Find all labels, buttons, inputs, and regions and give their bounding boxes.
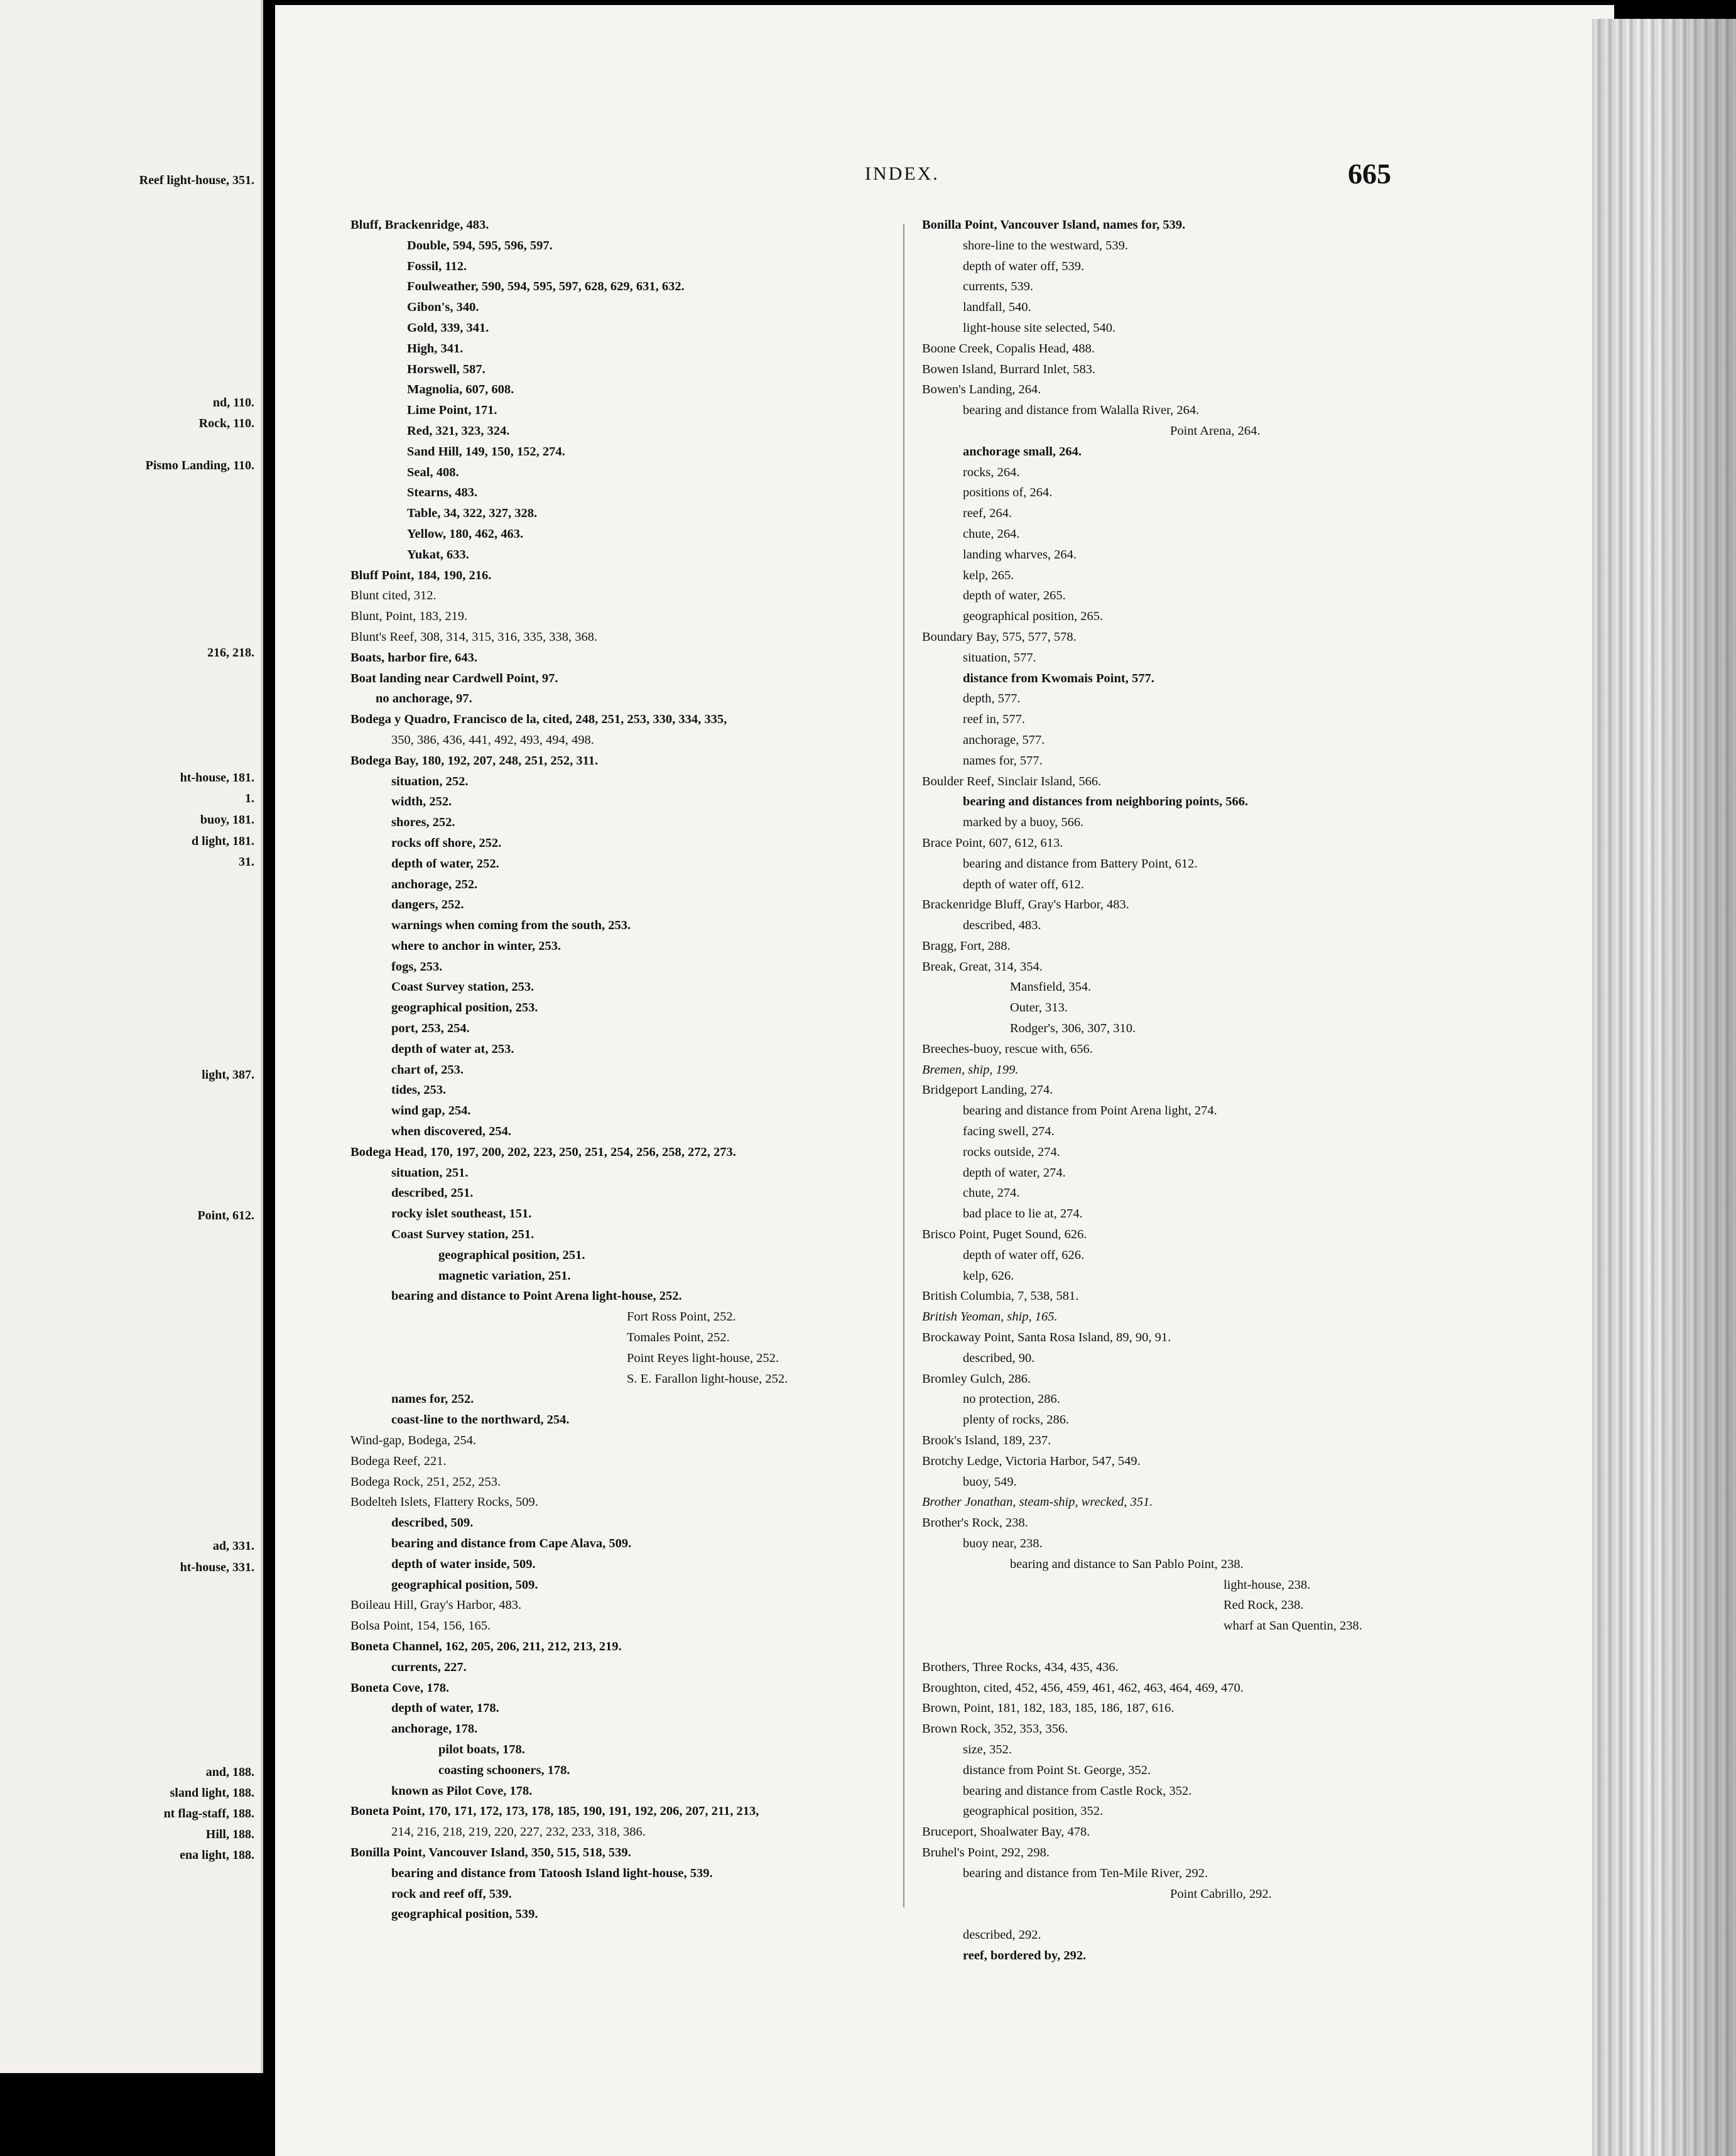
index-entry: rock and reef off, 539. bbox=[391, 1886, 512, 1901]
index-entry: chute, 274. bbox=[963, 1186, 1020, 1200]
index-entry: depth of water off, 612. bbox=[963, 877, 1085, 891]
index-entry: Bragg, Fort, 288. bbox=[922, 939, 1011, 953]
index-entry: coast-line to the northward, 254. bbox=[391, 1413, 570, 1427]
index-entry: Red, 321, 323, 324. bbox=[407, 423, 510, 438]
page-edges-shade bbox=[1592, 19, 1736, 2156]
index-entry: Bodega Reef, 221. bbox=[350, 1454, 447, 1468]
index-entry: Breeches-buoy, rescue with, 656. bbox=[922, 1042, 1093, 1056]
index-entry: Boat landing near Cardwell Point, 97. bbox=[350, 671, 558, 685]
index-entry: British Yeoman, ship, 165. bbox=[922, 1310, 1058, 1324]
index-entry: Boulder Reef, Sinclair Island, 566. bbox=[922, 774, 1102, 788]
index-entry: geographical position, 539. bbox=[391, 1907, 538, 1922]
index-entry: 350, 386, 436, 441, 492, 493, 494, 498. bbox=[391, 732, 594, 747]
index-entry: Point Arena, 264. bbox=[1170, 423, 1261, 438]
index-entry: Bodega y Quadro, Francisco de la, cited, 248, 251, 253, 330, 334, 335, bbox=[350, 712, 727, 727]
index-entry: depth of water, 178. bbox=[391, 1701, 499, 1716]
index-entry: situation, 251. bbox=[391, 1165, 469, 1180]
index-page bbox=[275, 5, 1614, 2156]
index-entry: Point Reyes light-house, 252. bbox=[627, 1351, 779, 1365]
index-entry: Boneta Cove, 178. bbox=[350, 1680, 450, 1695]
index-entry: buoy, 549. bbox=[963, 1474, 1017, 1489]
index-entry: depth of water, 274. bbox=[963, 1165, 1066, 1180]
index-entry: Brown Rock, 352, 353, 356. bbox=[922, 1722, 1068, 1736]
facing-page-text: d light, 181. bbox=[191, 834, 254, 848]
index-entry: Table, 34, 322, 327, 328. bbox=[407, 506, 538, 521]
index-entry: buoy near, 238. bbox=[963, 1537, 1043, 1550]
index-entry: Break, Great, 314, 354. bbox=[922, 959, 1043, 974]
index-entry: Boileau Hill, Gray's Harbor, 483. bbox=[350, 1598, 522, 1613]
index-column-right bbox=[922, 215, 1600, 1966]
index-entry: depth of water inside, 509. bbox=[391, 1557, 536, 1571]
index-entry: geographical position, 509. bbox=[391, 1577, 538, 1592]
index-entry: kelp, 265. bbox=[963, 568, 1014, 582]
index-entry: Bluff, Brackenridge, 483. bbox=[350, 218, 489, 232]
index-entry: distance from Kwomais Point, 577. bbox=[963, 671, 1154, 685]
index-entry: described, 292. bbox=[963, 1928, 1041, 1942]
facing-page-text: 1. bbox=[245, 792, 254, 805]
index-entry: bearing and distance from Battery Point, 612. bbox=[963, 856, 1198, 871]
index-entry: wind gap, 254. bbox=[391, 1104, 471, 1118]
facing-page-text: ht-house, 331. bbox=[180, 1560, 254, 1574]
index-entry: Bowen's Landing, 264. bbox=[922, 383, 1041, 397]
index-entry: Brook's Island, 189, 237. bbox=[922, 1434, 1051, 1448]
index-entry: no anchorage, 97. bbox=[376, 692, 472, 706]
index-entry: Bowen Island, Burrard Inlet, 583. bbox=[922, 362, 1096, 376]
index-entry: depth of water, 252. bbox=[391, 856, 499, 871]
facing-page-text: 31. bbox=[239, 855, 254, 869]
index-entry: Broughton, cited, 452, 456, 459, 461, 462, 463, 464, 469, 470. bbox=[922, 1680, 1244, 1695]
index-entry: marked by a buoy, 566. bbox=[963, 815, 1084, 830]
index-entry: bearing and distance from Castle Rock, 352. bbox=[963, 1783, 1192, 1798]
index-entry: Brotchy Ledge, Victoria Harbor, 547, 549. bbox=[922, 1454, 1141, 1468]
index-entry: pilot boats, 178. bbox=[438, 1742, 525, 1756]
index-entry: currents, 539. bbox=[963, 280, 1034, 294]
facing-page-text: ad, 331. bbox=[212, 1539, 254, 1553]
index-entry: described, 90. bbox=[963, 1351, 1035, 1365]
index-entry: dangers, 252. bbox=[391, 898, 464, 912]
facing-page-fragment bbox=[0, 0, 263, 2073]
index-entry: tides, 253. bbox=[391, 1083, 447, 1097]
index-entry: landfall, 540. bbox=[963, 300, 1031, 315]
facing-page-text: and, 188. bbox=[205, 1765, 254, 1779]
index-entry: Yellow, 180, 462, 463. bbox=[407, 526, 524, 541]
index-entry: rocks, 264. bbox=[963, 465, 1020, 479]
index-entry: Blunt, Point, 183, 219. bbox=[350, 609, 468, 624]
index-column-left bbox=[350, 215, 903, 1925]
index-entry: bearing and distance from Tatoosh Island light-house, 539. bbox=[391, 1866, 713, 1880]
index-entry: no protection, 286. bbox=[963, 1392, 1060, 1407]
index-entry: bearing and distance from Point Arena light, 274. bbox=[963, 1104, 1217, 1118]
index-entry: Brisco Point, Puget Sound, 626. bbox=[922, 1228, 1087, 1242]
index-entry: Bodega Head, 170, 197, 200, 202, 223, 250, 251, 254, 256, 258, 272, 273. bbox=[350, 1145, 736, 1159]
index-entry: bearing and distances from neighboring points, 566. bbox=[963, 795, 1249, 809]
index-entry: light-house site selected, 540. bbox=[963, 320, 1116, 335]
index-entry: S. E. Farallon light-house, 252. bbox=[627, 1371, 788, 1386]
index-entry: names for, 577. bbox=[963, 753, 1043, 768]
index-entry: shores, 252. bbox=[391, 815, 455, 830]
index-entry: depth of water at, 253. bbox=[391, 1042, 514, 1056]
index-entry: situation, 577. bbox=[963, 650, 1036, 665]
index-entry: Bolsa Point, 154, 156, 165. bbox=[350, 1619, 491, 1633]
index-entry: Bodega Rock, 251, 252, 253. bbox=[350, 1474, 501, 1489]
index-entry: Tomales Point, 252. bbox=[627, 1331, 730, 1345]
index-entry: landing wharves, 264. bbox=[963, 547, 1077, 562]
index-entry: chart of, 253. bbox=[391, 1062, 464, 1077]
index-entry: bearing and distance from Walalla River, 264. bbox=[963, 403, 1200, 418]
index-entry: currents, 227. bbox=[391, 1660, 467, 1674]
index-entry: Yukat, 633. bbox=[407, 547, 469, 562]
index-entry: Bonilla Point, Vancouver Island, names for, 539. bbox=[922, 218, 1186, 232]
index-entry: Boneta Channel, 162, 205, 206, 211, 212, 213, 219. bbox=[350, 1639, 622, 1653]
facing-page-text: nt flag-staff, 188. bbox=[163, 1807, 254, 1821]
running-title: INDEX. bbox=[865, 163, 940, 184]
index-entry: geographical position, 265. bbox=[963, 609, 1104, 624]
index-entry: Boats, harbor fire, 643. bbox=[350, 650, 477, 665]
index-entry: British Columbia, 7, 538, 581. bbox=[922, 1289, 1079, 1304]
index-entry: anchorage small, 264. bbox=[963, 444, 1082, 459]
index-entry: magnetic variation, 251. bbox=[438, 1268, 571, 1283]
index-entry: reef, bordered by, 292. bbox=[963, 1948, 1087, 1963]
index-entry: Magnolia, 607, 608. bbox=[407, 383, 514, 397]
index-entry: where to anchor in winter, 253. bbox=[391, 939, 561, 953]
facing-page-text: Rock, 110. bbox=[198, 416, 254, 430]
index-entry: Bridgeport Landing, 274. bbox=[922, 1083, 1053, 1097]
index-entry: High, 341. bbox=[407, 341, 464, 356]
index-entry: rocks outside, 274. bbox=[963, 1145, 1060, 1159]
index-entry: Gibon's, 340. bbox=[407, 300, 479, 315]
index-entry: reef in, 577. bbox=[963, 712, 1026, 727]
index-entry: facing swell, 274. bbox=[963, 1124, 1055, 1139]
index-entry: 214, 216, 218, 219, 220, 227, 232, 233, 318, 386. bbox=[391, 1825, 646, 1839]
index-entry: Brothers, Three Rocks, 434, 435, 436. bbox=[922, 1660, 1119, 1674]
index-entry: anchorage, 577. bbox=[963, 732, 1045, 747]
index-entry: Double, 594, 595, 596, 597. bbox=[407, 238, 553, 253]
index-entry: bad place to lie at, 274. bbox=[963, 1207, 1083, 1221]
index-entry: width, 252. bbox=[391, 795, 452, 809]
index-entry: depth of water, 265. bbox=[963, 589, 1066, 603]
index-entry: Bodega Bay, 180, 192, 207, 248, 251, 252, 311. bbox=[350, 753, 599, 768]
index-entry: bearing and distance from Ten-Mile River, 292. bbox=[963, 1866, 1208, 1880]
index-entry: when discovered, 254. bbox=[391, 1124, 511, 1139]
index-entry: Horswell, 587. bbox=[407, 362, 486, 376]
index-entry bbox=[922, 1636, 1600, 1657]
index-entry: Brackenridge Bluff, Gray's Harbor, 483. bbox=[922, 898, 1129, 912]
index-entry: described, 509. bbox=[391, 1516, 474, 1530]
facing-page-text: Reef light-house, 351. bbox=[139, 173, 254, 187]
index-entry: depth, 577. bbox=[963, 692, 1021, 706]
index-entry: reef, 264. bbox=[963, 506, 1012, 521]
index-entry: Fort Ross Point, 252. bbox=[627, 1310, 736, 1324]
index-entry: Lime Point, 171. bbox=[407, 403, 497, 418]
index-entry: Point Cabrillo, 292. bbox=[1170, 1886, 1272, 1901]
facing-page-text: sland light, 188. bbox=[170, 1786, 254, 1800]
facing-page-text: Pismo Landing, 110. bbox=[145, 459, 254, 472]
page-number: 665 bbox=[1348, 158, 1391, 190]
index-entry: Brother's Rock, 238. bbox=[922, 1516, 1028, 1530]
index-entry: Brown, Point, 181, 182, 183, 185, 186, 187, 616. bbox=[922, 1701, 1175, 1716]
index-entry: depth of water off, 539. bbox=[963, 259, 1085, 273]
index-entry: distance from Point St. George, 352. bbox=[963, 1763, 1151, 1777]
index-entry: bearing and distance to San Pablo Point, 238. bbox=[1010, 1557, 1244, 1571]
index-entry: Fossil, 112. bbox=[407, 259, 467, 273]
index-entry: Bromley Gulch, 286. bbox=[922, 1371, 1031, 1386]
facing-page-text: light, 387. bbox=[202, 1068, 254, 1082]
index-entry: Coast Survey station, 253. bbox=[391, 980, 534, 994]
index-entry: Brace Point, 607, 612, 613. bbox=[922, 836, 1063, 850]
index-entry: Wind-gap, Bodega, 254. bbox=[350, 1434, 477, 1448]
index-entry: geographical position, 253. bbox=[391, 1001, 538, 1015]
index-entry: Rodger's, 306, 307, 310. bbox=[1010, 1021, 1136, 1036]
index-entry: Outer, 313. bbox=[1010, 1001, 1068, 1015]
facing-page-text: Point, 612. bbox=[197, 1209, 254, 1222]
index-entry: Coast Survey station, 251. bbox=[391, 1228, 534, 1242]
facing-page-text: 216, 218. bbox=[207, 646, 254, 660]
index-entry: Boone Creek, Copalis Head, 488. bbox=[922, 341, 1095, 356]
index-entry: Brother Jonathan, steam-ship, wrecked, 351. bbox=[922, 1495, 1153, 1510]
index-entry: Boundary Bay, 575, 577, 578. bbox=[922, 629, 1077, 644]
facing-page-text: nd, 110. bbox=[212, 396, 254, 410]
index-entry: names for, 252. bbox=[391, 1392, 474, 1407]
index-entry: Blunt's Reef, 308, 314, 315, 316, 335, 338, 368. bbox=[350, 629, 598, 644]
index-entry: depth of water off, 626. bbox=[963, 1248, 1085, 1262]
index-entry: Bruceport, Shoalwater Bay, 478. bbox=[922, 1825, 1090, 1839]
index-entry: known as Pilot Cove, 178. bbox=[391, 1783, 533, 1798]
index-entry: light-house, 238. bbox=[1223, 1577, 1311, 1592]
index-entry: Bremen, ship, 199. bbox=[922, 1062, 1019, 1077]
index-entry: rocks off shore, 252. bbox=[391, 836, 502, 850]
index-entry: Blunt cited, 312. bbox=[350, 589, 437, 603]
index-entry: Bruhel's Point, 292, 298. bbox=[922, 1845, 1050, 1859]
index-entry: Stearns, 483. bbox=[407, 486, 478, 500]
index-entry: Brockaway Point, Santa Rosa Island, 89, 90, 91. bbox=[922, 1331, 1171, 1345]
index-entry: chute, 264. bbox=[963, 526, 1020, 541]
index-entry: plenty of rocks, 286. bbox=[963, 1413, 1070, 1427]
facing-page-text: ht-house, 181. bbox=[180, 771, 254, 785]
facing-page-text: ena light, 188. bbox=[180, 1848, 254, 1862]
index-entry: Gold, 339, 341. bbox=[407, 320, 489, 335]
index-entry: Mansfield, 354. bbox=[1010, 980, 1092, 994]
index-entry: warnings when coming from the south, 253. bbox=[391, 918, 631, 933]
index-entry: Foulweather, 590, 594, 595, 597, 628, 629, 631, 632. bbox=[407, 280, 685, 294]
index-entry: rocky islet southeast, 151. bbox=[391, 1207, 532, 1221]
index-entry: Bluff Point, 184, 190, 216. bbox=[350, 568, 492, 582]
index-entry: fogs, 253. bbox=[391, 959, 443, 974]
index-entry: shore-line to the westward, 539. bbox=[963, 238, 1129, 253]
index-entry: bearing and distance to Point Arena light-house, 252. bbox=[391, 1289, 682, 1304]
index-entry: size, 352. bbox=[963, 1742, 1012, 1756]
index-entry: Sand Hill, 149, 150, 152, 274. bbox=[407, 444, 565, 459]
index-entry: bearing and distance from Cape Alava, 509. bbox=[391, 1537, 632, 1550]
index-entry: coasting schooners, 178. bbox=[438, 1763, 570, 1777]
index-entry: Seal, 408. bbox=[407, 465, 459, 479]
index-entry: anchorage, 178. bbox=[391, 1722, 478, 1736]
index-entry: Red Rock, 238. bbox=[1223, 1598, 1304, 1613]
index-entry: port, 253, 254. bbox=[391, 1021, 470, 1036]
facing-page-text: Hill, 188. bbox=[205, 1827, 254, 1841]
index-entry: anchorage, 252. bbox=[391, 877, 478, 891]
index-entry: wharf at San Quentin, 238. bbox=[1223, 1619, 1362, 1633]
page-header bbox=[275, 158, 1614, 195]
index-entry: situation, 252. bbox=[391, 774, 469, 788]
index-entry: geographical position, 352. bbox=[963, 1804, 1104, 1819]
index-entry: Bonilla Point, Vancouver Island, 350, 515, 518, 539. bbox=[350, 1845, 631, 1859]
index-entry bbox=[922, 1904, 1600, 1925]
index-entry: Bodelteh Islets, Flattery Rocks, 509. bbox=[350, 1495, 538, 1510]
index-entry: positions of, 264. bbox=[963, 486, 1053, 500]
index-entry: Boneta Point, 170, 171, 172, 173, 178, 185, 190, 191, 192, 206, 207, 211, 213, bbox=[350, 1804, 759, 1819]
index-entry: kelp, 626. bbox=[963, 1268, 1014, 1283]
facing-page-text: buoy, 181. bbox=[200, 813, 254, 827]
column-divider bbox=[903, 224, 904, 1907]
index-entry: geographical position, 251. bbox=[438, 1248, 585, 1262]
index-entry: described, 483. bbox=[963, 918, 1041, 933]
index-entry: described, 251. bbox=[391, 1186, 474, 1200]
